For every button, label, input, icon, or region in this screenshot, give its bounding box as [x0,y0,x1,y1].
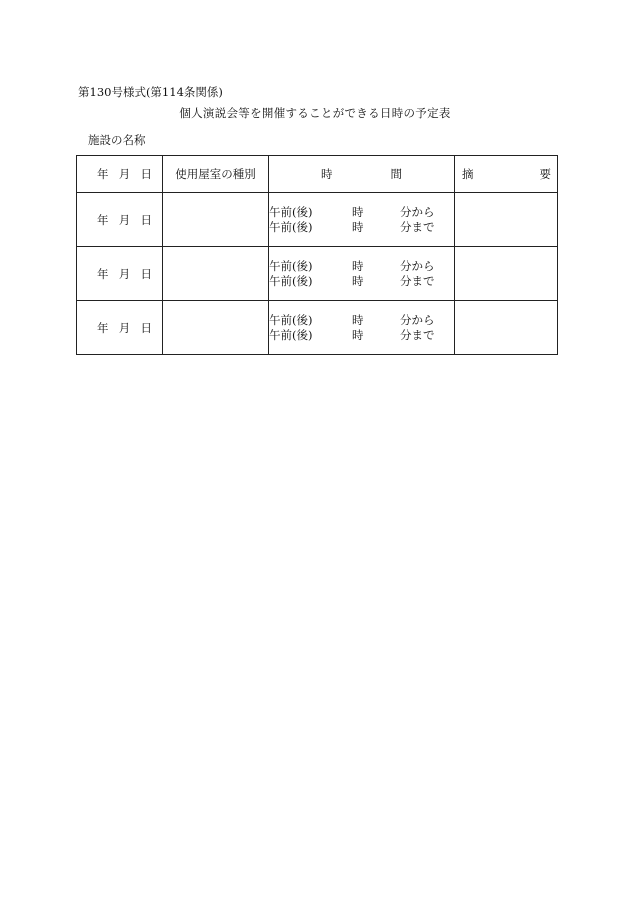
room-type-cell[interactable] [163,301,269,355]
date-cell[interactable] [77,247,163,301]
notes-cell[interactable] [455,247,558,301]
ampm-label: 午前(後) [269,273,313,288]
end-time-line [269,274,454,289]
start-time-line [269,259,454,274]
start-time-line [269,205,454,220]
time-cell[interactable] [269,247,455,301]
time-cell[interactable] [269,193,455,247]
month-label: 月 [118,167,131,181]
hour-label: 時 [352,327,364,342]
room-type-header: 使用屋室の種別 [163,156,269,193]
notes-header [455,156,558,193]
ampm-label: 午前(後) [269,312,313,327]
day-label: 日 [140,212,152,227]
table-header-row [77,156,558,193]
minute-until-label: 分まで [400,327,435,342]
month-label: 月 [118,320,131,335]
facility-name-label: 施設の名称 [88,133,146,147]
day-label: 日 [140,266,152,281]
time-header-char-1: 時 [321,167,333,181]
notes-cell[interactable] [455,193,558,247]
notes-cell[interactable] [455,301,558,355]
document-title: 個人演説会等を開催することができる日時の予定表 [179,106,451,120]
hour-label: 時 [352,258,364,273]
date-header [77,156,163,193]
day-label: 日 [140,167,152,181]
month-label: 月 [118,212,131,227]
ampm-label: 午前(後) [269,204,313,219]
ampm-label: 午前(後) [269,219,313,234]
start-time-line [269,313,454,328]
end-time-line [269,328,454,343]
minute-from-label: 分から [400,258,435,273]
schedule-table [76,155,558,355]
ampm-label: 午前(後) [269,327,313,342]
date-cell[interactable] [77,301,163,355]
minute-from-label: 分から [400,204,435,219]
hour-label: 時 [352,273,364,288]
year-label: 年 [97,212,109,227]
hour-label: 時 [352,312,364,327]
time-cell[interactable] [269,301,455,355]
notes-header-char-2: 要 [539,167,551,181]
notes-header-char-1: 摘 [462,167,474,181]
minute-until-label: 分まで [400,273,435,288]
room-type-cell[interactable] [163,247,269,301]
date-cell[interactable] [77,193,163,247]
ampm-label: 午前(後) [269,258,313,273]
day-label: 日 [140,320,152,335]
year-label: 年 [97,167,109,181]
minute-from-label: 分から [400,312,435,327]
minute-until-label: 分まで [400,219,435,234]
form-number: 第130号様式(第114条関係) [78,85,223,99]
time-header-char-2: 間 [390,167,402,181]
time-header [269,156,455,193]
table-row [77,193,558,247]
table-row [77,301,558,355]
table-row [77,247,558,301]
hour-label: 時 [352,219,364,234]
month-label: 月 [118,266,131,281]
hour-label: 時 [352,204,364,219]
year-label: 年 [97,266,109,281]
end-time-line [269,220,454,235]
room-type-cell[interactable] [163,193,269,247]
year-label: 年 [97,320,109,335]
